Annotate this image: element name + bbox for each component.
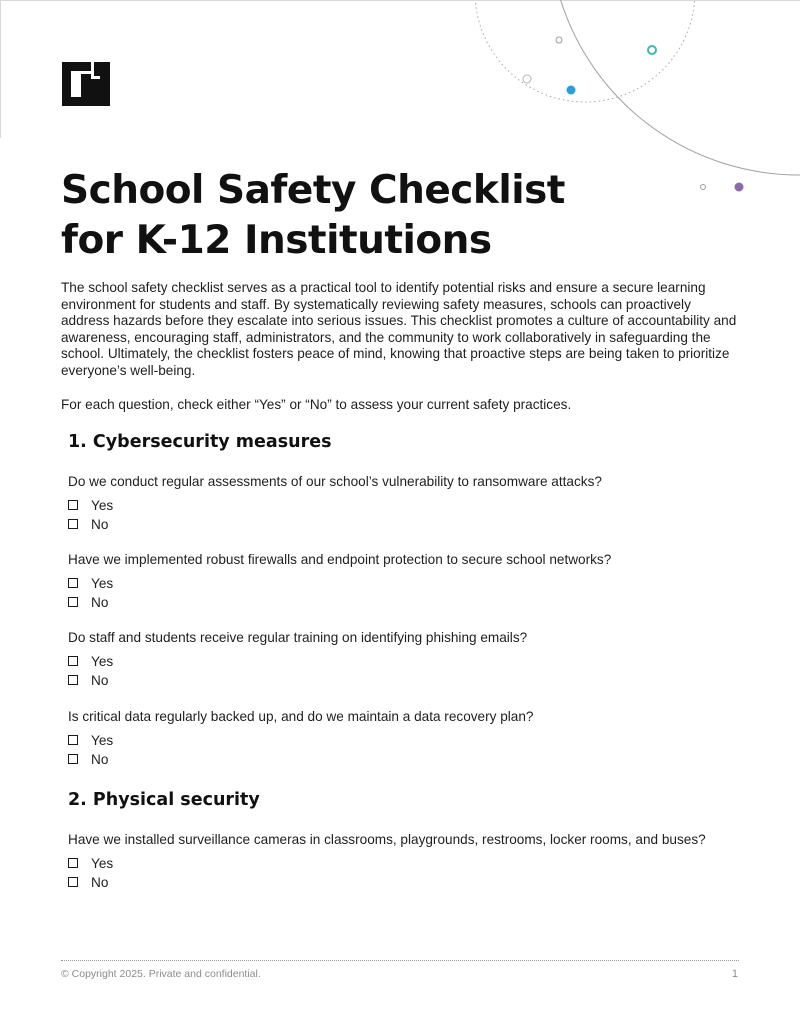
solid-orbit-arc xyxy=(560,0,800,175)
option-label: Yes xyxy=(91,855,114,871)
checkbox-icon[interactable] xyxy=(68,597,78,607)
section-heading-physical-security: 2. Physical security xyxy=(68,790,260,810)
option-yes[interactable] xyxy=(68,854,113,872)
option-no[interactable] xyxy=(68,750,108,768)
checkbox-icon[interactable] xyxy=(68,858,78,868)
footer-copyright: © Copyright 2025. Private and confidential. xyxy=(61,968,261,980)
option-label: No xyxy=(91,672,109,688)
option-label: Yes xyxy=(91,575,114,591)
option-no[interactable] xyxy=(68,593,108,611)
title-line-2: for K-12 Institutions xyxy=(61,218,492,263)
page-number: 1 xyxy=(731,968,738,980)
checkbox-icon[interactable] xyxy=(68,519,78,529)
checkbox-icon[interactable] xyxy=(68,578,78,588)
orbit-node-small xyxy=(556,37,562,43)
checkbox-icon[interactable] xyxy=(68,735,78,745)
option-label: Yes xyxy=(91,653,114,669)
question-firewalls: Have we implemented robust firewalls and endpoint protection to secure school networks? xyxy=(68,552,612,567)
page-frame-top xyxy=(0,0,800,1)
section-heading-cybersecurity: 1. Cybersecurity measures xyxy=(68,432,332,452)
page-title xyxy=(61,166,565,266)
orbit-dot-blue xyxy=(567,86,576,95)
checkbox-icon[interactable] xyxy=(68,675,78,685)
question-phishing-training: Do staff and students receive regular training on identifying phishing emails? xyxy=(68,630,528,645)
dotted-orbit-arc xyxy=(475,0,695,102)
option-no[interactable] xyxy=(68,515,108,533)
orbit-dot-purple xyxy=(735,183,744,192)
question-ransomware: Do we conduct regular assessments of our school’s vulnerability to ransomware attacks? xyxy=(68,474,602,489)
checkbox-icon[interactable] xyxy=(68,500,78,510)
option-no[interactable] xyxy=(68,671,108,689)
checkbox-icon[interactable] xyxy=(68,877,78,887)
option-label: Yes xyxy=(91,732,114,748)
option-label: No xyxy=(91,594,109,610)
option-yes[interactable] xyxy=(68,731,113,749)
footer-divider xyxy=(61,960,739,961)
option-yes[interactable] xyxy=(68,574,113,592)
option-label: No xyxy=(91,751,109,767)
orbit-dot-teal xyxy=(648,46,656,54)
instruction-text: For each question, check either “Yes” or “No” to assess your current safety practices. xyxy=(61,397,572,412)
checkbox-icon[interactable] xyxy=(68,754,78,764)
title-line-1: School Safety Checklist xyxy=(61,168,565,213)
option-no[interactable] xyxy=(68,873,108,891)
option-label: No xyxy=(91,516,109,532)
option-yes[interactable] xyxy=(68,652,113,670)
company-logo xyxy=(62,62,110,106)
intro-paragraph: The school safety checklist serves as a practical tool to identify potential risks and ensure a secure learning environment for students and staff. By systematically reviewing safety measures, schools can proactively address hazards before they escalate into serious issues. This checklist promotes a culture of accountability and awareness, encouraging staff, administrators, and the community to work collaboratively in safeguarding the school. Ultimately, the checklist fosters peace of mind, knowing that proactive steps are being taken to prioritize everyone’s well-being. xyxy=(61,280,737,378)
orbit-node-hollow xyxy=(523,75,531,83)
option-label: No xyxy=(91,874,109,890)
option-label: Yes xyxy=(91,497,114,513)
option-yes[interactable] xyxy=(68,496,113,514)
question-surveillance-cameras: Have we installed surveillance cameras in classrooms, playgrounds, restrooms, locker rooms, and buses? xyxy=(68,832,706,847)
orbit-node-tiny xyxy=(701,185,706,190)
checkbox-icon[interactable] xyxy=(68,656,78,666)
question-data-backup: Is critical data regularly backed up, and do we maintain a data recovery plan? xyxy=(68,709,534,724)
page-frame-left xyxy=(0,0,1,138)
